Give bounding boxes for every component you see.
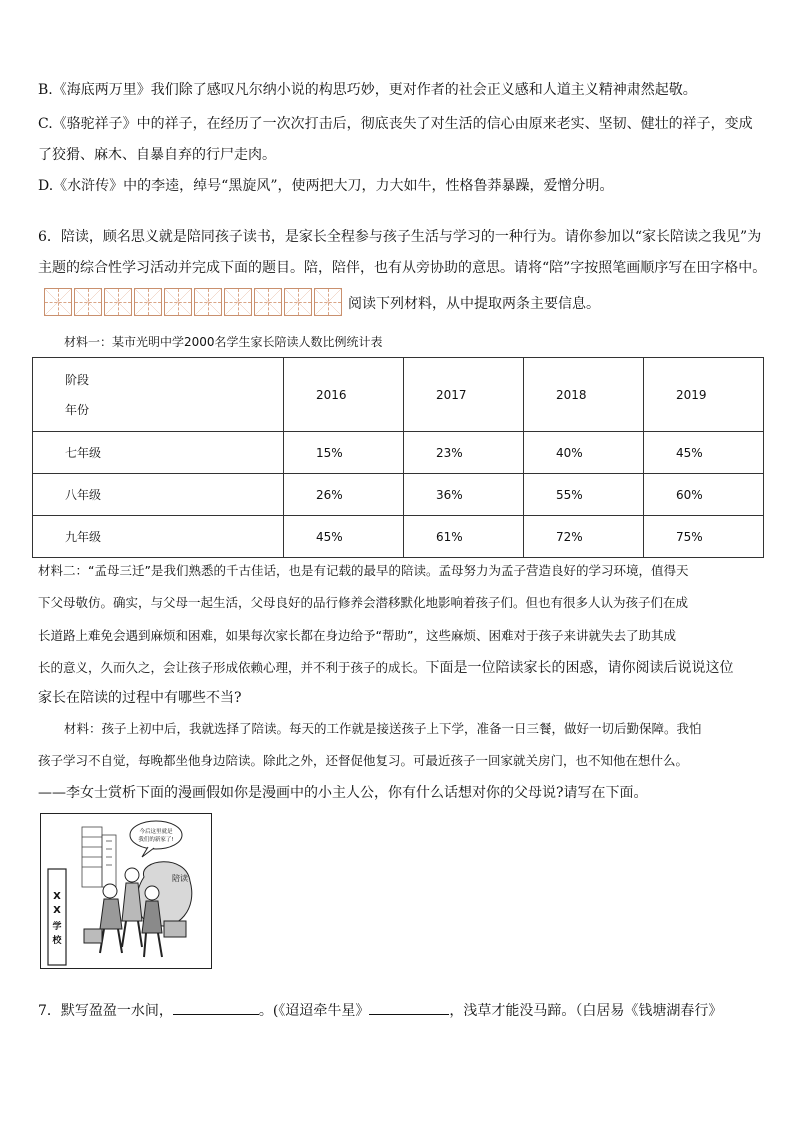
comic-illustration bbox=[40, 813, 212, 969]
q7-suffix: ，浅草才能没马蹄。（白居易《钱塘湖春行》 bbox=[449, 1003, 723, 1019]
table-row bbox=[33, 474, 764, 516]
cell-value: 72% bbox=[524, 516, 644, 558]
tianzige-cell[interactable] bbox=[254, 288, 282, 316]
cell-value: 55% bbox=[524, 474, 644, 516]
answer-blank-2[interactable] bbox=[369, 1000, 449, 1015]
q5-option-c-line2: 了狡猾、麻木、自暴自弃的行尸走肉。 bbox=[38, 147, 276, 163]
svg-text:校: 校 bbox=[52, 936, 62, 946]
cell-value: 40% bbox=[524, 432, 644, 474]
material1-title: 材料一：某市光明中学2000名学生家长陪读人数比例统计表 bbox=[64, 335, 383, 349]
cell-value: 26% bbox=[284, 474, 404, 516]
material3-line2: 孩子学习不自觉，每晚都坐他身边陪读。除此之外，还督促他复习。可最近孩子一回家就关房门，也不知他在想什么。 bbox=[38, 753, 689, 768]
q5-option-b: B.《海底两万里》我们除了感叹凡尔纳小说的构思巧妙，更对作者的社会正义感和人道主义精神肃然起敬。 bbox=[38, 82, 697, 98]
svg-text:我们的新家了!: 我们的新家了! bbox=[138, 837, 174, 843]
header-grade: 年份 bbox=[65, 402, 90, 417]
tianzige-cell[interactable] bbox=[134, 288, 162, 316]
q5-option-d: D.《水浒传》中的李逵，绰号“黑旋风”，使两把大刀，力大如牛，性格鲁莽暴躁，爱憎分明。 bbox=[38, 178, 614, 194]
tianzige-cell[interactable] bbox=[74, 288, 102, 316]
cell-value: 36% bbox=[404, 474, 524, 516]
table-row bbox=[33, 432, 764, 474]
answer-blank-1[interactable] bbox=[173, 1000, 259, 1015]
material2-last: 家长在陪读的过程中有哪些不当? bbox=[38, 690, 242, 706]
material2-line3: 长道路上难免会遇到麻烦和困难，如果每次家长都在身边给予“帮助”，这些麻烦、困难对于孩子来讲就失去了助其成 bbox=[38, 628, 676, 643]
header-stage: 阶段 bbox=[65, 372, 90, 387]
cell-value: 75% bbox=[644, 516, 764, 558]
row-grade: 七年级 bbox=[33, 432, 284, 474]
tianzige-grid[interactable] bbox=[44, 288, 344, 316]
svg-text:学: 学 bbox=[52, 922, 62, 932]
material2-line4 bbox=[38, 658, 734, 678]
cell-value: 45% bbox=[644, 432, 764, 474]
header-year: 2016 bbox=[284, 358, 404, 432]
stats-table bbox=[32, 357, 764, 558]
tianzige-cell[interactable] bbox=[164, 288, 192, 316]
q5-option-c-line1: C.《骆驼祥子》中的祥子，在经历了一次次打击后，彻底丧失了对生活的信心由原来老实、坚韧、健壮的祥子，变成 bbox=[38, 116, 753, 132]
cell-value: 60% bbox=[644, 474, 764, 516]
svg-text:X: X bbox=[53, 891, 61, 902]
table-header-corner bbox=[33, 358, 284, 432]
svg-text:X: X bbox=[53, 905, 61, 916]
tianzige-cell[interactable] bbox=[284, 288, 312, 316]
row-grade: 九年级 bbox=[33, 516, 284, 558]
material2-line1: 材料二：“孟母三迁”是我们熟悉的千古佳话，也是有记载的最早的陪读。孟母努力为孟子营造良好的学习环境，值得天 bbox=[38, 563, 689, 578]
material2-tail: 下面是一位陪读家长的困惑，请你阅读后说说这位 bbox=[425, 660, 734, 676]
row-grade: 八年级 bbox=[33, 474, 284, 516]
q7-line bbox=[38, 1000, 722, 1021]
tianzige-cell[interactable] bbox=[44, 288, 72, 316]
svg-text:陪读: 陪读 bbox=[172, 874, 188, 883]
cell-value: 61% bbox=[404, 516, 524, 558]
header-year: 2017 bbox=[404, 358, 524, 432]
tianzige-cell[interactable] bbox=[104, 288, 132, 316]
tianzige-cell[interactable] bbox=[224, 288, 252, 316]
header-year: 2018 bbox=[524, 358, 644, 432]
table-header-row bbox=[33, 358, 764, 432]
material2-line4-text: 长的意义，久而久之，会让孩子形成依赖心理，并不利于孩子的成长。 bbox=[38, 660, 426, 675]
cell-value: 45% bbox=[284, 516, 404, 558]
q6-after-grid: 阅读下列材料，从中提取两条主要信息。 bbox=[348, 296, 600, 312]
q7-prefix: 7．默写盈盈一水间， bbox=[38, 1003, 173, 1019]
tianzige-cell[interactable] bbox=[314, 288, 342, 316]
cell-value: 15% bbox=[284, 432, 404, 474]
svg-text:今后这里就是: 今后这里就是 bbox=[139, 829, 173, 835]
cell-value: 23% bbox=[404, 432, 524, 474]
tianzige-cell[interactable] bbox=[194, 288, 222, 316]
header-year: 2019 bbox=[644, 358, 764, 432]
q6-intro-line2: 主题的综合性学习活动并完成下面的题目。陪，陪伴，也有从旁协助的意思。请将“陪”字按照笔画顺序写在田字格中。 bbox=[38, 260, 767, 276]
signature-line: ——李女士赏析下面的漫画假如你是漫画中的小主人公，你有什么话想对你的父母说?请写在下面。 bbox=[38, 785, 648, 801]
material2-line2: 下父母敬仿。确实，与父母一起生活，父母良好的品行修养会潜移默化地影响着孩子们。但也有很多人认为孩子们在成 bbox=[38, 595, 689, 610]
q7-middle: 。(《迢迢牵牛星》 bbox=[258, 1003, 370, 1019]
material3-line1: 材料：孩子上初中后，我就选择了陪读。每天的工作就是接送孩子上下学，准备一日三餐，做好一切后勤保障。我怕 bbox=[64, 721, 702, 736]
q6-intro-line1: 6．陪读，顾名思义就是陪同孩子读书，是家长全程参与孩子生活与学习的一种行为。请你参加以“家长陪读之我见”为 bbox=[38, 229, 762, 245]
table-row bbox=[33, 516, 764, 558]
